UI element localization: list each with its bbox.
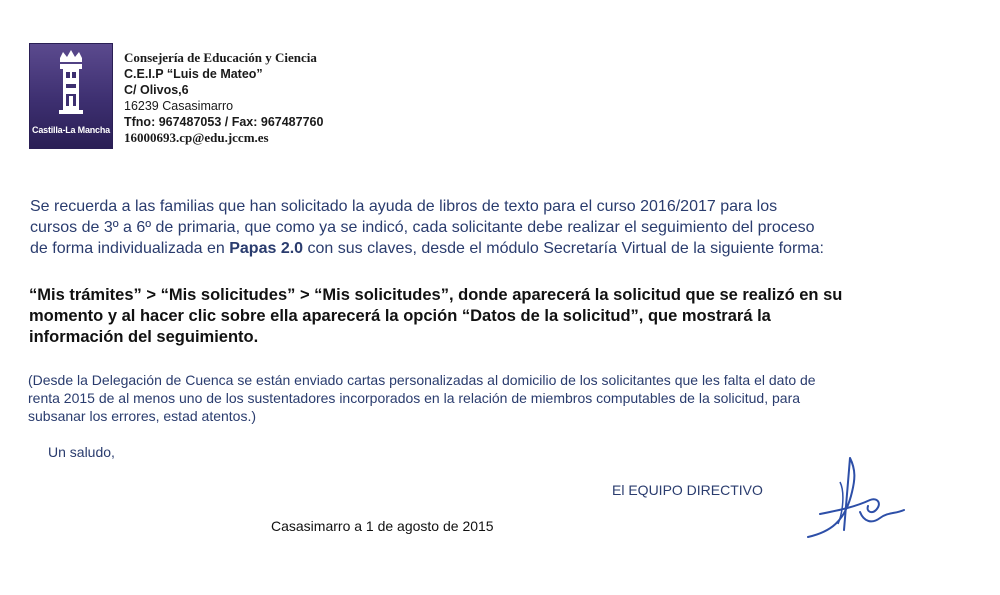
date-line: Casasimarro a 1 de agosto de 2015 [271,518,494,534]
header-department: Consejería de Educación y Ciencia [124,50,317,65]
header-postal-city: 16239 Casasimarro [124,99,234,113]
intro-line-text: con sus claves, desde el módulo Secretaría Virtual de la siguiente forma: [303,240,824,257]
school-header [124,50,323,146]
note-line: renta 2015 de al menos uno de los sustentadores incorporados en la relación de miembros computables de la solicitud, para [28,390,801,406]
intro-line: cursos de 3º a 6º de primaria, que como ya se indicó, cada solicitante debe realizar el seguimiento del proceso [30,219,815,236]
instructions-line: información del seguimiento. [29,328,259,346]
header-school-name: C.E.I.P “Luis de Mateo” [124,67,263,81]
intro-line [30,238,990,259]
delegation-note [28,371,988,425]
intro-paragraph [30,196,990,259]
signature-icon [800,452,910,552]
instructions-paragraph [29,285,989,348]
header-street: C/ Olivos,6 [124,83,189,97]
header-email: 16000693.cp@edu.jccm.es [124,130,269,145]
header-phone-fax: Tfno: 967487053 / Fax: 967487760 [124,115,324,129]
note-line: (Desde la Delegación de Cuenca se están enviado cartas personalizadas al domicilio de los solicitantes que les falta el dato de [28,372,816,388]
logo-caption: Castilla-La Mancha [32,125,110,135]
greeting: Un saludo, [48,444,115,460]
intro-line-text: de forma individualizada en [30,240,230,257]
instructions-line: momento y al hacer clic sobre ella aparecerá la opción “Datos de la solicitud”, que mostrará la [29,307,771,325]
instructions-line: “Mis trámites” > “Mis solicitudes” > “Mis solicitudes”, donde aparecerá la solicitud que se realizó en su [29,286,843,304]
note-line: subsanar los errores, estad atentos.) [28,408,257,424]
castilla-la-mancha-logo [29,43,113,149]
signatory-label: El EQUIPO DIRECTIVO [612,482,763,498]
intro-line: Se recuerda a las familias que han solicitado la ayuda de libros de texto para el curso 2016/2017 para los [30,198,778,215]
papas-highlight: Papas 2.0 [229,240,304,257]
